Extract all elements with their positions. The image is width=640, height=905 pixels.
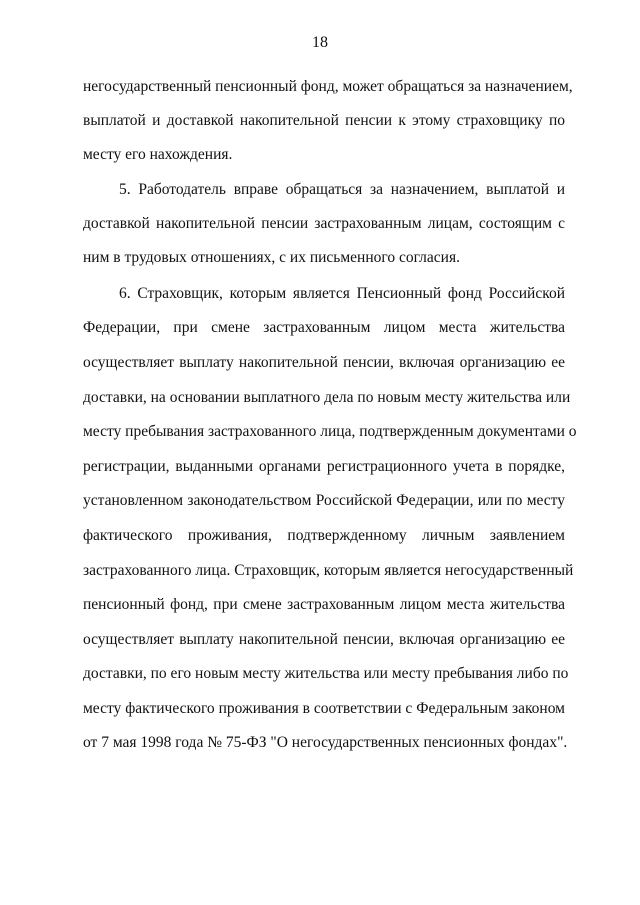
text-line: Федерации, при смене застрахованным лицом места жительства: [83, 319, 565, 336]
text-line: осуществляет выплату накопительной пенсии, включая организацию ее: [83, 631, 565, 648]
text-line: фактического проживания, подтвержденному личным заявлением: [83, 527, 565, 544]
text-line: месту его нахождения.: [83, 146, 233, 163]
text-line: выплатой и доставкой накопительной пенсии к этому страховщику по: [83, 112, 565, 129]
text-line: негосударственный пенсионный фонд, может обращаться за назначением,: [83, 78, 573, 95]
text-line: месту пребывания застрахованного лица, подтвержденным документами о: [83, 423, 577, 440]
text-line: доставки, по его новым месту жительства или месту пребывания либо по: [83, 665, 569, 682]
text-line: установленном законодательством Российской Федерации, или по месту: [83, 492, 565, 509]
text-line: пенсионный фонд, при смене застрахованным лицом места жительства: [83, 596, 565, 613]
text-line: 5. Работодатель вправе обращаться за назначением, выплатой и: [119, 181, 565, 198]
text-line: месту фактического проживания в соответствии с Федеральным законом: [83, 700, 565, 717]
text-line: регистрации, выданными органами регистрационного учета в порядке,: [83, 458, 565, 475]
text-line: доставкой накопительной пенсии застрахованным лицам, состоящим с: [83, 215, 565, 232]
text-line: застрахованного лица. Страховщик, которым является негосударственный: [83, 562, 574, 579]
text-line: ним в трудовых отношениях, с их письменного согласия.: [83, 249, 460, 266]
text-line: 6. Страховщик, которым является Пенсионный фонд Российской: [119, 285, 565, 302]
text-line: доставки, на основании выплатного дела по новым месту жительства или: [83, 389, 571, 406]
text-line: осуществляет выплату накопительной пенсии, включая организацию ее: [83, 354, 565, 371]
page-number: 18: [312, 34, 328, 51]
text-line: от 7 мая 1998 года № 75-ФЗ "О негосударственных пенсионных фондах".: [83, 734, 568, 751]
